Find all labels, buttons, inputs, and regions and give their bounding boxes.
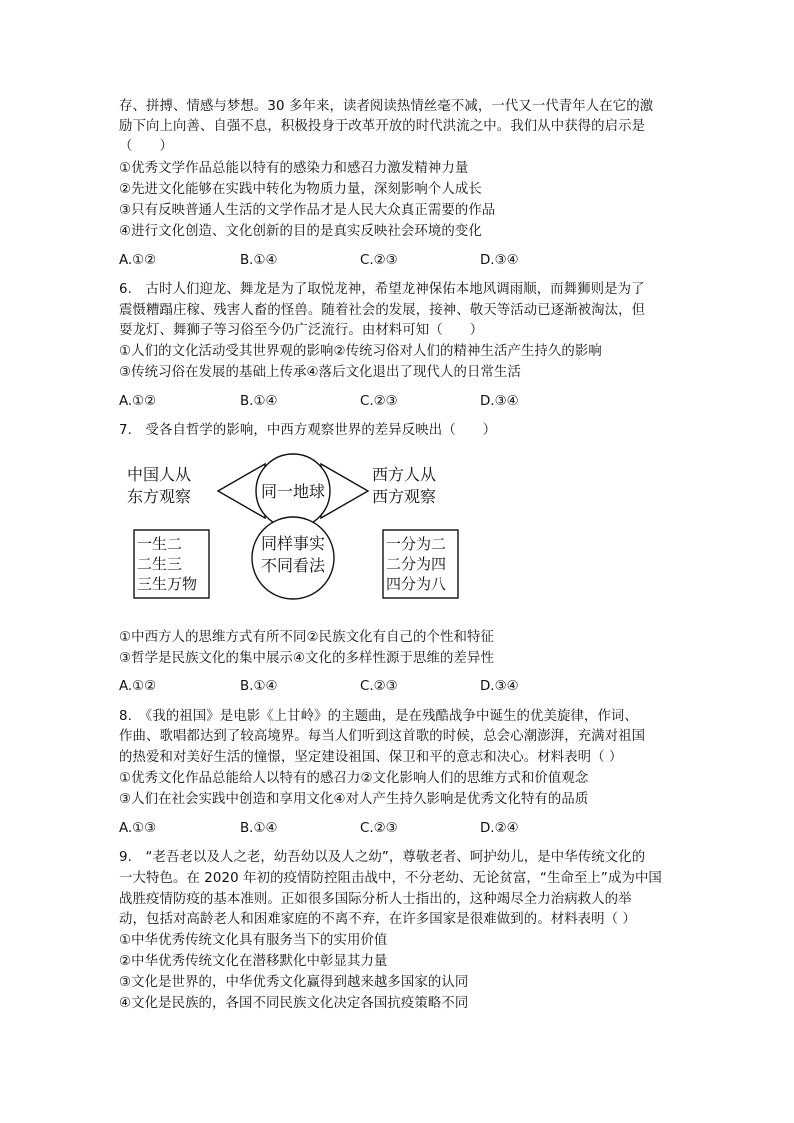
q5-option-d[interactable]: D.③④ xyxy=(480,253,519,268)
q6-stem-line-1: 6. 古时人们迎龙、舞龙是为了取悦龙神，希望龙神保佑本地风调雨顺，而舞狮则是为了 xyxy=(119,282,645,297)
q8-stem-line-3: 的热爱和对美好生活的憧憬，坚定建设祖国、保卫和平的意志和决心。材料表明（ ） xyxy=(119,750,623,765)
q6-option-b[interactable]: B.①④ xyxy=(240,394,278,409)
q5-statement-3: ③只有反映普通人生活的文学作品才是人民大众真正需要的作品 xyxy=(119,203,496,218)
q7-option-d[interactable]: D.③④ xyxy=(480,679,519,694)
left-label-line-1: 中国人从 xyxy=(127,465,192,484)
q6-option-c[interactable]: C.②③ xyxy=(360,394,398,409)
east-west-diagram xyxy=(125,450,465,615)
q5-intro-line-2: 励下向上向善、自强不息，积极投身于改革开放的时代洪流之中。我们从中获得的启示是 xyxy=(119,119,646,134)
q7-stem: 7. 受各自哲学的影响，中西方观察世界的差异反映出（ ） xyxy=(119,423,497,438)
q9-stem-line-4: 动，包括对高龄老人和困难家庭的不离不弃，在许多国家是很难做到的。材料表明（ ） xyxy=(119,912,636,927)
right-label-line-2: 西方观察 xyxy=(372,487,437,506)
earth-circle-label: 同一地球 xyxy=(260,482,326,501)
q9-stem-line-1: 9. “老吾老以及人之老，幼吾幼以及人之幼”，尊敬老者、呵护幼儿，是中华传统文化的 xyxy=(119,850,646,865)
q5-statement-4: ④进行文化创造、文化创新的目的是真实反映社会环境的变化 xyxy=(119,224,482,239)
q6-options xyxy=(119,392,719,412)
east-box-line-2: 二生三 xyxy=(137,555,183,573)
q7-statement-2: ③哲学是民族文化的集中展示④文化的多样性源于思维的差异性 xyxy=(119,651,494,666)
west-box-line-3: 四分为八 xyxy=(386,575,447,593)
q7-option-b[interactable]: B.①④ xyxy=(240,679,278,694)
q7-options xyxy=(119,677,719,697)
q9-statement-2: ②中华优秀传统文化在潜移默化中彰显其力量 xyxy=(119,954,388,969)
q5-option-c[interactable]: C.②③ xyxy=(360,253,398,268)
q7-statement-1: ①中西方人的思维方式有所不同②民族文化有自己的个性和特征 xyxy=(119,630,494,645)
right-label-line-1: 西方人从 xyxy=(372,465,437,484)
q5-statement-1: ①优秀文学作品总能以特有的感染力和感召力激发精神力量 xyxy=(119,161,469,176)
q5-option-b[interactable]: B.①④ xyxy=(240,253,278,268)
q7-option-a[interactable]: A.①② xyxy=(119,679,157,694)
q8-stem-line-2: 作曲、歌唱都达到了较高境界。每当人们听到这首歌的时候，总会心潮澎湃，充满对祖国 xyxy=(119,729,646,744)
q5-intro-line-1: 存、拼搏、情感与梦想。30 多年来，读者阅读热情丝毫不减，一代又一代青年人在它的激 xyxy=(119,99,654,114)
q5-options xyxy=(119,251,719,271)
q5-statement-2: ②先进文化能够在实践中转化为物质力量，深刻影响个人成长 xyxy=(119,182,482,197)
q7-option-c[interactable]: C.②③ xyxy=(360,679,398,694)
q8-option-b[interactable]: B.①④ xyxy=(240,821,278,836)
east-box-line-3: 三生万物 xyxy=(137,575,198,593)
q8-options xyxy=(119,819,719,839)
facts-circle-line-2: 不同看法 xyxy=(260,556,326,575)
q6-statement-1: ①人们的文化活动受其世界观的影响②传统习俗对人们的精神生活产生持久的影响 xyxy=(119,344,602,359)
q8-option-c[interactable]: C.②③ xyxy=(360,821,398,836)
q8-statement-2: ③人们在社会实践中创造和享用文化④对人产生持久影响是优秀文化特有的品质 xyxy=(119,792,589,807)
q6-stem-line-3: 耍龙灯、舞狮子等习俗至今仍广泛流行。由材料可知（ ） xyxy=(119,323,484,338)
q6-option-d[interactable]: D.③④ xyxy=(480,394,519,409)
q6-stem-line-2: 震慑糟蹋庄稼、残害人畜的怪兽。随着社会的发展，接神、敬天等活动已逐渐被淘汰，但 xyxy=(119,303,646,318)
q8-option-a[interactable]: A.①③ xyxy=(119,821,157,836)
facts-circle-line-1: 同样事实 xyxy=(260,534,326,553)
q8-stem-line-1: 8. 《我的祖国》是电影《上甘岭》的主题曲，是在残酷战争中诞生的优美旋律，作词、 xyxy=(119,709,638,724)
q5-intro-line-3: （ ） xyxy=(119,139,173,154)
q8-option-d[interactable]: D.②④ xyxy=(480,821,519,836)
q6-statement-2: ③传统习俗在发展的基础上传承④落后文化退出了现代人的日常生活 xyxy=(119,365,521,380)
q5-option-a[interactable]: A.①② xyxy=(119,253,157,268)
q8-statement-1: ①优秀文化作品总能给人以特有的感召力②文化影响人们的思维方式和价值观念 xyxy=(119,771,589,786)
east-box-line-1: 一生二 xyxy=(137,535,183,553)
q6-option-a[interactable]: A.①② xyxy=(119,394,157,409)
q9-statement-3: ③文化是世界的，中华优秀文化赢得到越来越多国家的认同 xyxy=(119,975,469,990)
left-label-line-2: 东方观察 xyxy=(127,487,192,506)
q9-stem-line-3: 战胜疫情防疫的基本准则。正如很多国际分析人士指出的，这种竭尽全力治病救人的举 xyxy=(119,892,632,907)
west-box-line-1: 一分为二 xyxy=(386,535,447,553)
q9-statement-4: ④文化是民族的，各国不同民族文化决定各国抗疫策略不同 xyxy=(119,996,469,1011)
q9-stem-line-2: 一大特色。在 2020 年初的疫情防控阻击战中，不分老幼、无论贫富，“生命至上”成为中国 xyxy=(119,871,662,886)
west-box-line-2: 二分为四 xyxy=(386,555,447,573)
q9-statement-1: ①中华优秀传统文化具有服务当下的实用价值 xyxy=(119,933,388,948)
